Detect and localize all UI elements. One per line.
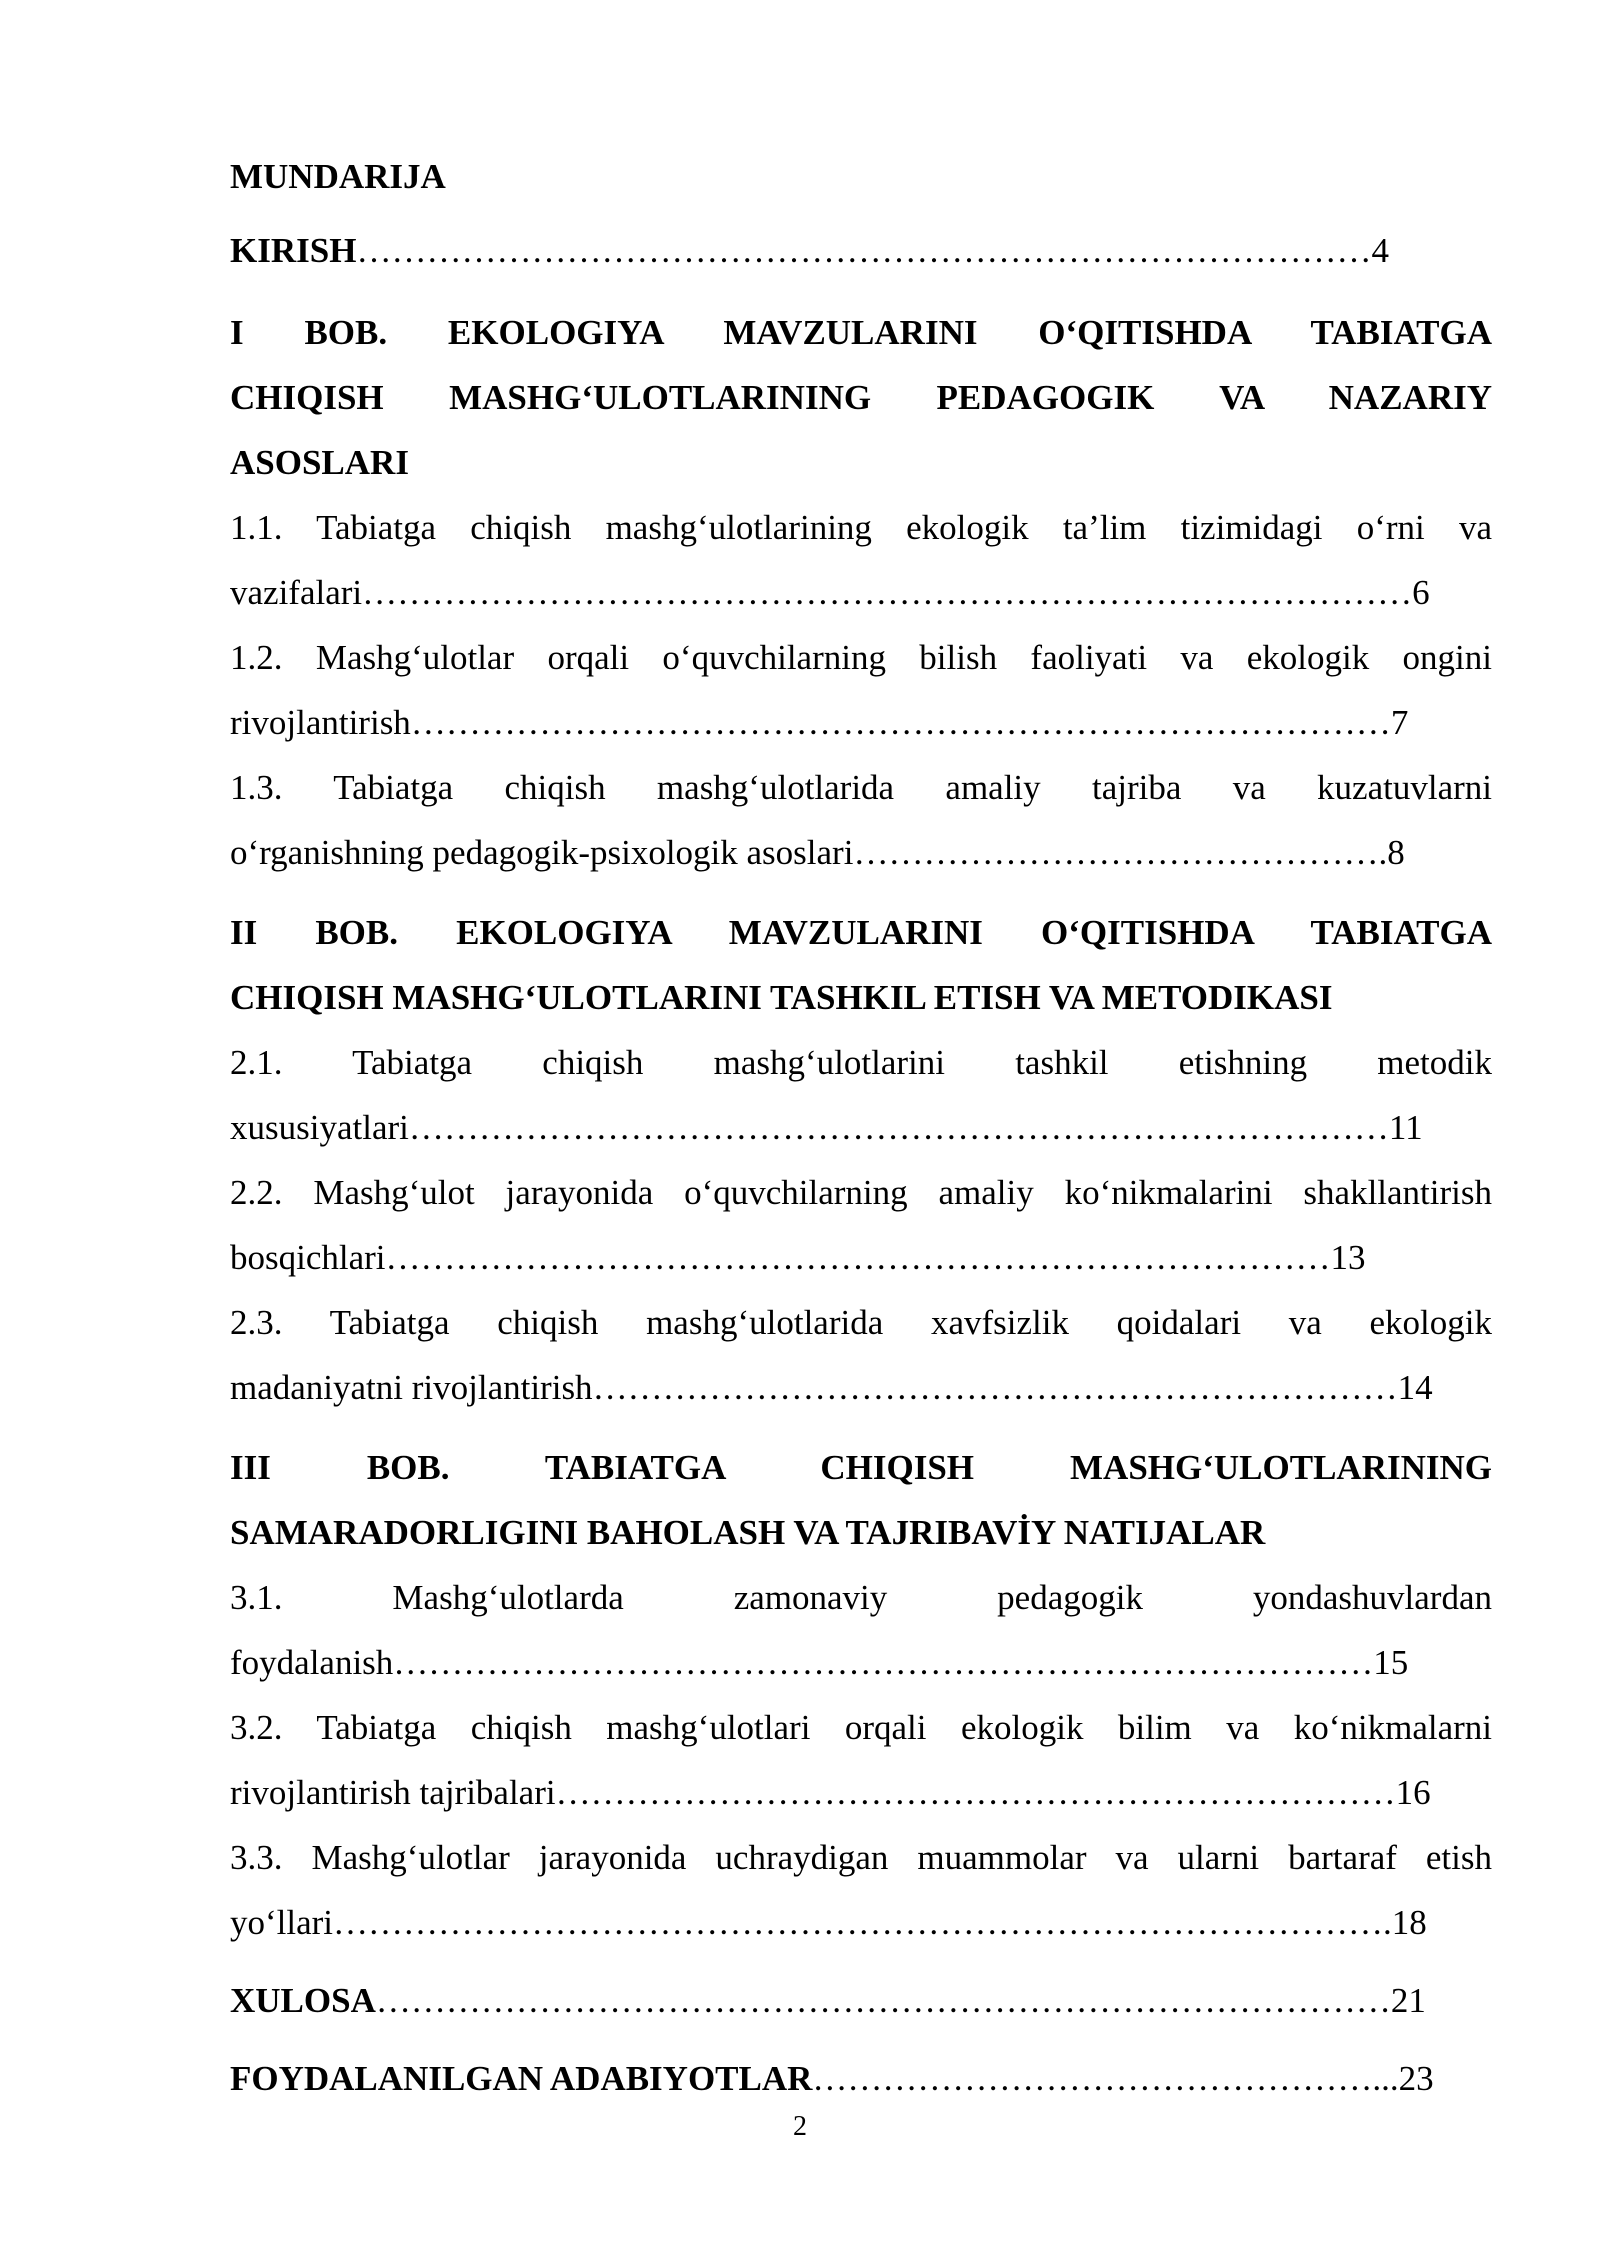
toc-dots: …………………………………………………………………………	[408, 1108, 1389, 1147]
toc-entry-title-cont: xususiyatlari	[230, 1108, 409, 1147]
toc-dots: ………………………………………………………………	[555, 1773, 1396, 1812]
toc-page: 6	[1412, 573, 1430, 612]
toc-dots: …………………………………………………………………………	[410, 703, 1391, 742]
toc-page: 11	[1388, 1108, 1423, 1147]
toc-entry-title-cont: vazifalari	[230, 573, 363, 612]
toc-entry-1-2	[230, 625, 1492, 755]
page-number: 2	[793, 2111, 807, 2142]
chapter-heading-line: SAMARADORLIGINI BAHOLASH VA TAJRIBAVİY NATIJALAR	[230, 1513, 1266, 1552]
toc-dots: ……………………………………………………………………………	[356, 231, 1372, 270]
toc-entry-1-1	[230, 495, 1492, 625]
toc-entry-1-3	[230, 755, 1492, 885]
toc-entry-title-cont: rivojlantirish	[230, 703, 411, 742]
toc-entry-3-2	[230, 1695, 1492, 1825]
toc-entry-2-3	[230, 1290, 1492, 1420]
toc-page: 13	[1330, 1238, 1366, 1277]
chapter-heading-line: CHIQISH MASHG‘ULOTLARINING PEDAGOGIK VA NAZARIY	[230, 378, 1492, 417]
toc-entry-title-cont: o‘rganishning pedagogik-psixologik asoslari	[230, 833, 854, 872]
toc-dots: ……………………………………………………………………………	[375, 1981, 1391, 2020]
toc-entry-adabiyotlar	[230, 2046, 1492, 2111]
toc-entry-3-1	[230, 1565, 1492, 1695]
toc-chapter-1	[230, 300, 1492, 495]
toc-entry-title: 2.3. Tabiatga chiqish mashg‘ulotlarida xavfsizlik qoidalari va ekologik	[230, 1303, 1492, 1342]
toc-dots: ………………………………………………………………………	[385, 1238, 1331, 1277]
toc-entry-title: 1.1. Tabiatga chiqish mashg‘ulotlarining ekologik ta’lim tizimidagi o‘rni va	[230, 508, 1492, 547]
toc-entry-title: 1.3. Tabiatga chiqish mashg‘ulotlarida amaliy tajriba va kuzatuvlarni	[230, 768, 1492, 807]
toc-label: FOYDALANILGAN ADABIYOTLAR	[230, 2059, 813, 2098]
toc-entry-title-cont: rivojlantirish tajribalari	[230, 1773, 556, 1812]
toc-label: KIRISH	[230, 231, 357, 270]
toc-dots: …………………………………………...	[812, 2059, 1399, 2098]
toc-entry-3-3	[230, 1825, 1492, 1955]
toc-page: 16	[1395, 1773, 1431, 1812]
toc-title: MUNDARIJA	[230, 157, 446, 196]
toc-page: 18	[1391, 1903, 1427, 1942]
chapter-heading-line: CHIQISH MASHG‘ULOTLARINI TASHKIL ETISH VA METODIKASI	[230, 978, 1333, 1017]
toc-entry-title: 2.1. Tabiatga chiqish mashg‘ulotlarini tashkil etishning metodik	[230, 1043, 1492, 1082]
toc-entry-title: 2.2. Mashg‘ulot jarayonida o‘quvchilarning amaliy ko‘nikmalarini shakllantirish	[230, 1173, 1492, 1212]
toc-dots: …………………………………………………………………………	[393, 1643, 1374, 1682]
toc-dots: ……………………………………….	[853, 833, 1388, 872]
toc-chapter-2	[230, 900, 1492, 1030]
toc-entry-title-cont: foydalanish	[230, 1643, 394, 1682]
toc-page: 15	[1373, 1643, 1409, 1682]
toc-page: 23	[1398, 2059, 1434, 2098]
chapter-heading-line: ASOSLARI	[230, 443, 409, 482]
toc-dots: ……………………………………………………………………………….	[333, 1903, 1392, 1942]
toc-chapter-3	[230, 1435, 1492, 1565]
toc-entry-xulosa	[230, 1968, 1492, 2033]
toc-page: 8	[1387, 833, 1405, 872]
toc-dots: ……………………………………………………………	[592, 1368, 1398, 1407]
toc-entry-title: 3.2. Tabiatga chiqish mashg‘ulotlari orqali ekologik bilim va ko‘nikmalarni	[230, 1708, 1492, 1747]
toc-entry-2-1	[230, 1030, 1492, 1160]
toc-page: 21	[1390, 1981, 1426, 2020]
toc-entry-title-cont: madaniyatni rivojlantirish	[230, 1368, 593, 1407]
toc-label: XULOSA	[230, 1981, 376, 2020]
toc-entry-title: 3.3. Mashg‘ulotlar jarayonida uchraydigan muammolar va ularni bartaraf etish	[230, 1838, 1492, 1877]
toc-entry-title: 3.1. Mashg‘ulotlarda zamonaviy pedagogik yondashuvlardan	[230, 1578, 1492, 1617]
toc-page: 4	[1371, 231, 1389, 270]
chapter-heading-line: II BOB. EKOLOGIYA MAVZULARINI O‘QITISHDA TABIATGA	[230, 913, 1492, 952]
toc-entry-title: 1.2. Mashg‘ulotlar orqali o‘quvchilarning bilish faoliyati va ekologik ongini	[230, 638, 1492, 677]
toc-entry-title-cont: bosqichlari	[230, 1238, 386, 1277]
toc-entry-kirish	[230, 218, 1492, 283]
chapter-heading-line: III BOB. TABIATGA CHIQISH MASHG‘ULOTLARINING	[230, 1448, 1492, 1487]
chapter-heading-line: I BOB. EKOLOGIYA MAVZULARINI O‘QITISHDA TABIATGA	[230, 313, 1492, 352]
toc-entry-title-cont: yo‘llari	[230, 1903, 334, 1942]
toc-page: 7	[1390, 703, 1409, 742]
toc-entry-2-2	[230, 1160, 1492, 1290]
toc-dots: ………………………………………………………………………………	[362, 573, 1413, 612]
toc-page: 14	[1397, 1368, 1433, 1407]
